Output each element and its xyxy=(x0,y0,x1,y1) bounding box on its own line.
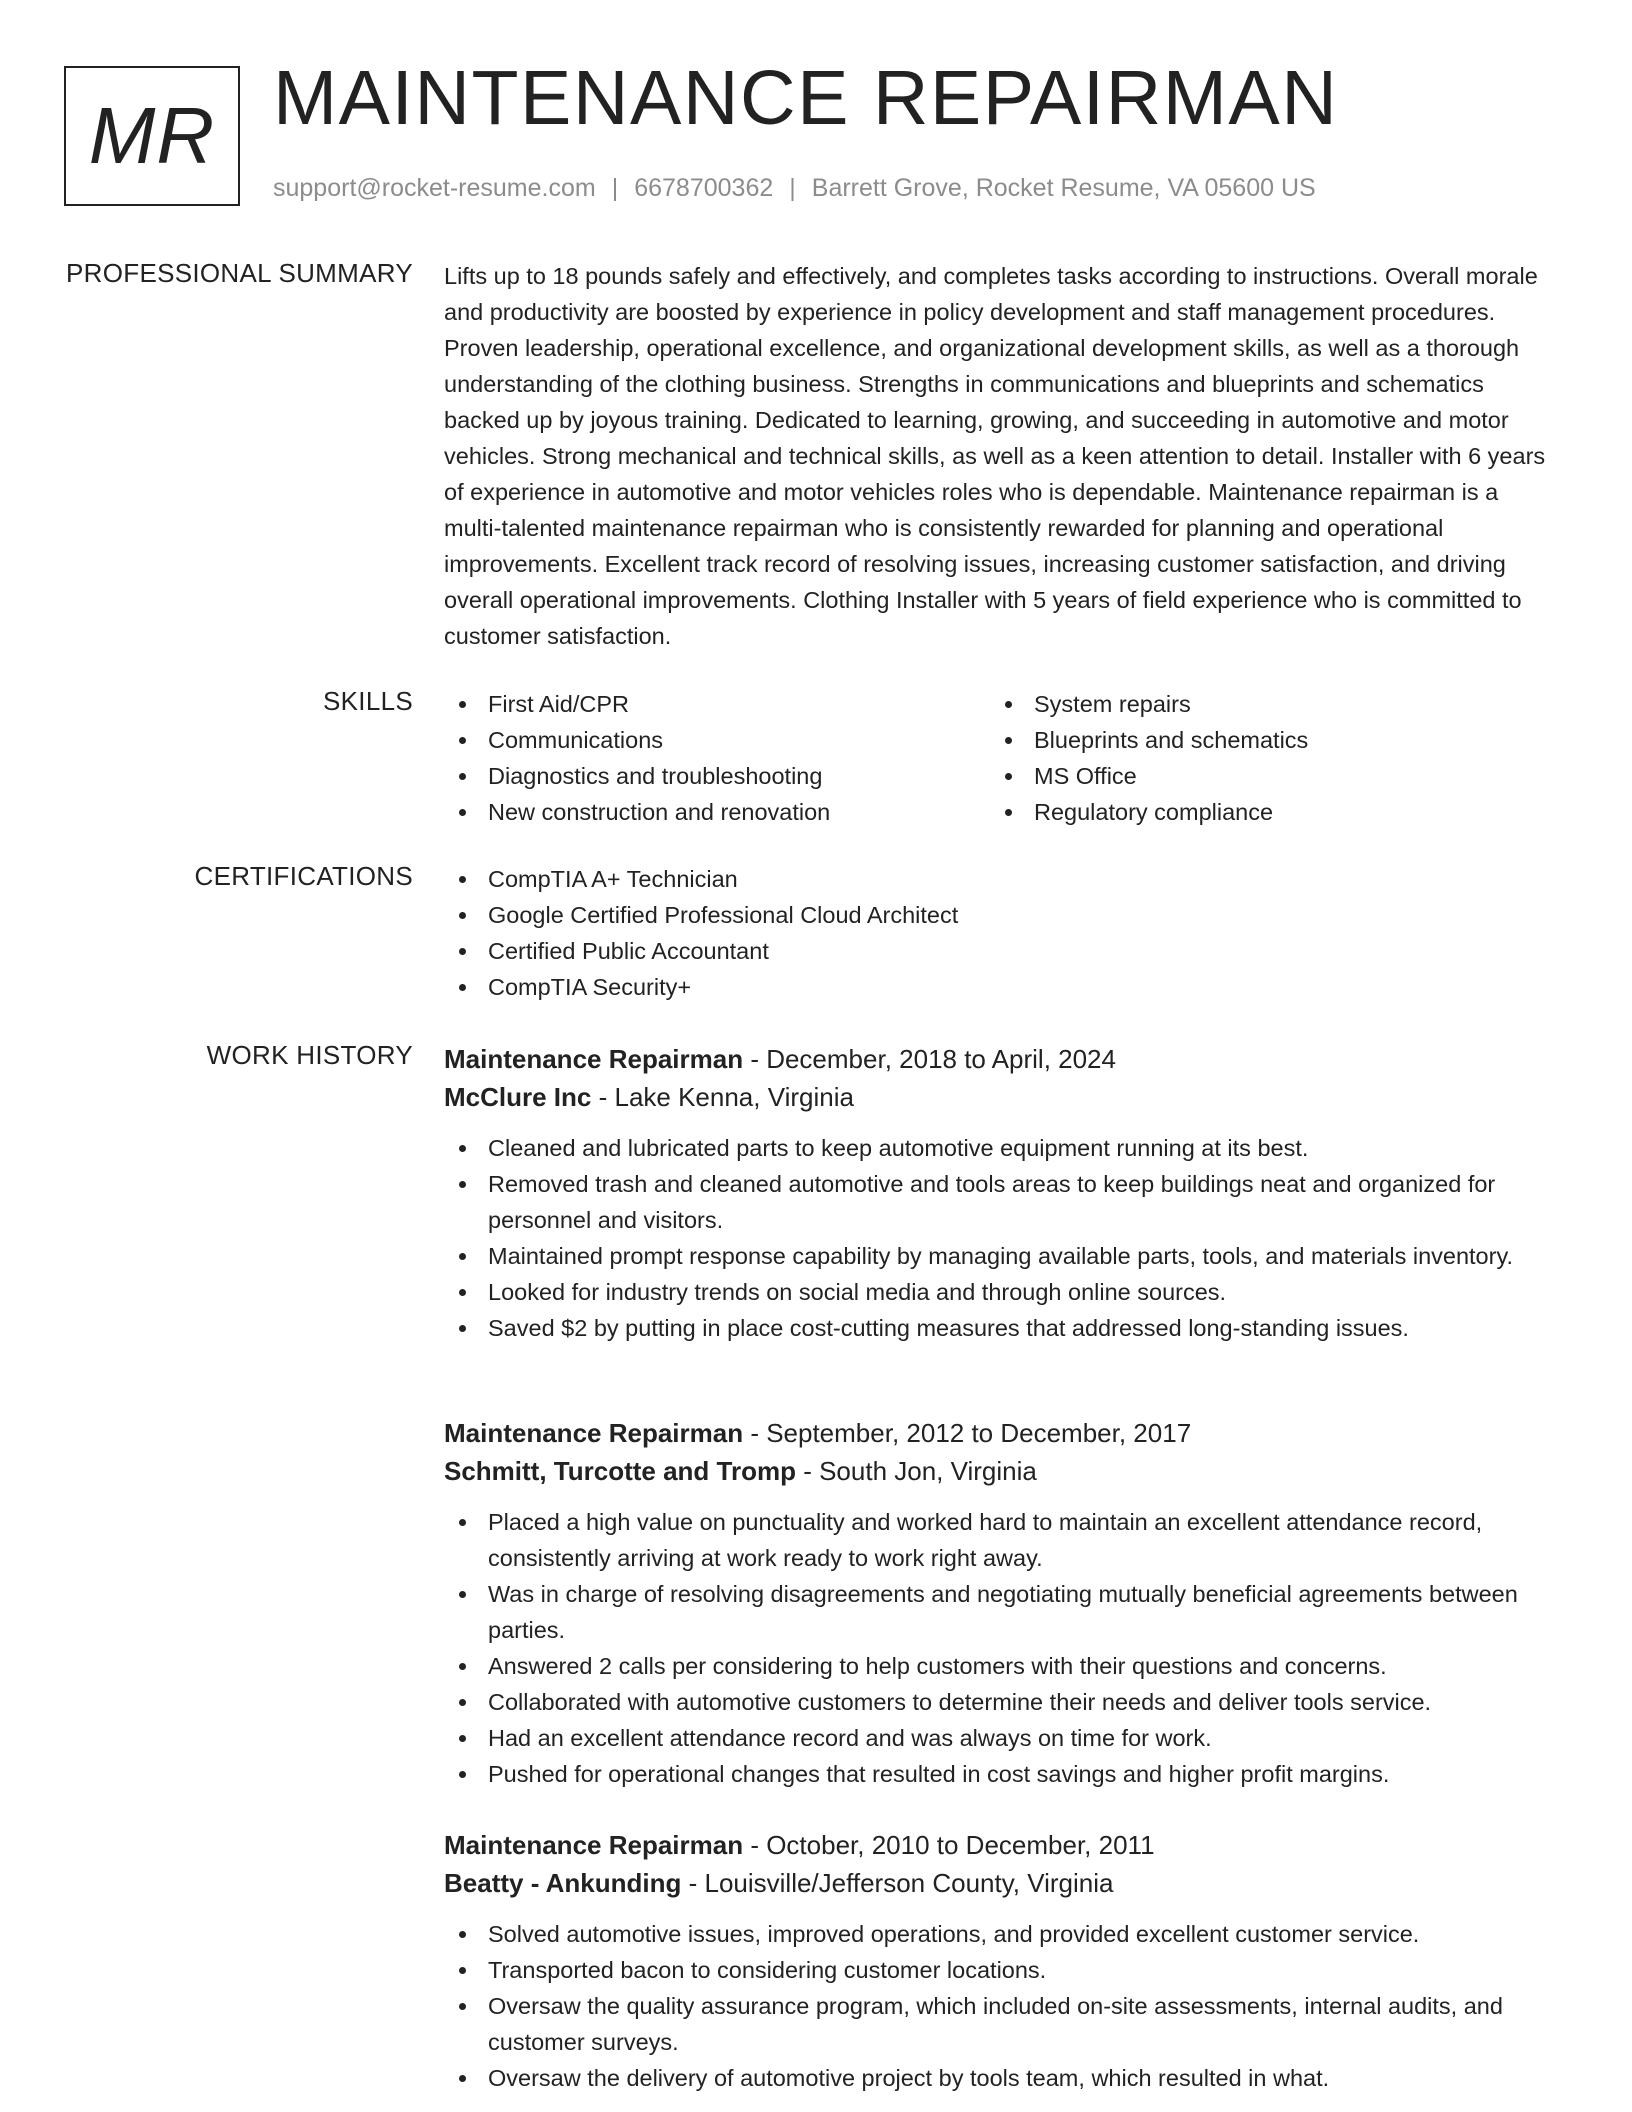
certifications-list xyxy=(444,861,1558,1005)
job-duty: Solved automotive issues, improved operations, and provided excellent customer service. xyxy=(444,1916,1558,1952)
certifications-content xyxy=(444,861,1558,1005)
job-company-line xyxy=(444,1452,1558,1490)
job-duty: Answered 2 calls per considering to help customers with their questions and concerns. xyxy=(444,1648,1558,1684)
job-duty: Oversaw the quality assurance program, which included on-site assessments, internal audits, and customer surveys. xyxy=(444,1988,1558,2060)
summary-content xyxy=(444,258,1558,654)
job-location: - Lake Kenna, Virginia xyxy=(591,1082,854,1112)
job-entry xyxy=(444,1826,1558,2096)
job-company: Schmitt, Turcotte and Tromp xyxy=(444,1456,796,1486)
section-heading-work-history: WORK HISTORY xyxy=(206,1040,413,1070)
skills-list-right xyxy=(990,686,1536,830)
certification-item: CompTIA Security+ xyxy=(444,969,1558,1005)
job-title-line xyxy=(444,1826,1558,1864)
skill-item: First Aid/CPR xyxy=(444,686,990,722)
job-duties-list xyxy=(444,1504,1558,1792)
skills-content xyxy=(444,686,1558,830)
job-dates: - December, 2018 to April, 2024 xyxy=(743,1044,1116,1074)
job-duties-list xyxy=(444,1130,1558,1346)
job-duty: Cleaned and lubricated parts to keep automotive equipment running at its best. xyxy=(444,1130,1558,1166)
job-duty: Collaborated with automotive customers to determine their needs and deliver tools service. xyxy=(444,1684,1558,1720)
job-duty: Removed trash and cleaned automotive and tools areas to keep buildings neat and organized for personnel and visitors. xyxy=(444,1166,1558,1238)
certification-item: CompTIA A+ Technician xyxy=(444,861,1558,897)
job-duty: Placed a high value on punctuality and worked hard to maintain an excellent attendance record, consistently arriving at work ready to work right away. xyxy=(444,1504,1558,1576)
job-title-line xyxy=(444,1040,1558,1078)
job-duty: Saved $2 by putting in place cost-cutting measures that addressed long-standing issues. xyxy=(444,1310,1558,1346)
contact-separator: | xyxy=(611,174,619,202)
skills-list-left xyxy=(444,686,990,830)
job-company: McClure Inc xyxy=(444,1082,592,1112)
job-duty: Pushed for operational changes that resulted in cost savings and higher profit margins. xyxy=(444,1756,1558,1792)
skill-item: New construction and renovation xyxy=(444,794,990,830)
skill-item: MS Office xyxy=(990,758,1536,794)
summary-text: Lifts up to 18 pounds safely and effectively, and completes tasks according to instructions. Overall morale and productivity are boosted by experience in policy development and staff management procedures. Proven leadership, operational excellence, and organizational development skills, as well as a thorough understanding of the clothing business. Strengths in communications and blueprints and schematics backed up by joyous training. Dedicated to learning, growing, and succeeding in automotive and motor vehicles. Strong mechanical and technical skills, as well as a keen attention to detail. Installer with 6 years of experience in automotive and motor vehicles roles who is dependable. Maintenance repairman is a multi-talented maintenance repairman who is consistently rewarded for planning and operational improvements. Excellent track record of resolving issues, increasing customer satisfaction, and driving overall operational improvements. Clothing Installer with 5 years of field experience who is committed to customer satisfaction. xyxy=(444,263,1546,649)
job-location: - Louisville/Jefferson County, Virginia xyxy=(681,1868,1114,1898)
contact-line xyxy=(273,174,1316,203)
job-title: Maintenance Repairman xyxy=(444,1044,744,1074)
certification-item: Certified Public Accountant xyxy=(444,933,1558,969)
job-duty: Maintained prompt response capability by managing available parts, tools, and materials inventory. xyxy=(444,1238,1558,1274)
job-title: Maintenance Repairman xyxy=(444,1830,744,1860)
job-duty: Was in charge of resolving disagreements and negotiating mutually beneficial agreements between parties. xyxy=(444,1576,1558,1648)
job-duty: Looked for industry trends on social media and through online sources. xyxy=(444,1274,1558,1310)
job-duty: Oversaw the delivery of automotive project by tools team, which resulted in what. xyxy=(444,2060,1558,2096)
job-company: Beatty - Ankunding xyxy=(444,1868,682,1898)
certification-item: Google Certified Professional Cloud Architect xyxy=(444,897,1558,933)
section-heading-certifications: CERTIFICATIONS xyxy=(194,861,413,891)
contact-phone: 6678700362 xyxy=(634,174,774,202)
job-duties-list xyxy=(444,1916,1558,2096)
section-heading-summary: PROFESSIONAL SUMMARY xyxy=(66,258,413,288)
skill-item: System repairs xyxy=(990,686,1536,722)
contact-address: Barrett Grove, Rocket Resume, VA 05600 US xyxy=(811,174,1316,202)
job-dates: - October, 2010 to December, 2011 xyxy=(743,1830,1155,1860)
job-title-line xyxy=(444,1414,1558,1452)
section-heading-skills: SKILLS xyxy=(323,686,413,716)
contact-email: support@rocket-resume.com xyxy=(273,174,596,202)
contact-separator: | xyxy=(789,174,796,202)
job-duty: Had an excellent attendance record and was always on time for work. xyxy=(444,1720,1558,1756)
job-company-line xyxy=(444,1864,1558,1902)
job-dates: - September, 2012 to December, 2017 xyxy=(743,1418,1192,1448)
skill-item: Communications xyxy=(444,722,990,758)
skill-item: Blueprints and schematics xyxy=(990,722,1536,758)
job-location: - South Jon, Virginia xyxy=(795,1456,1037,1486)
skill-item: Regulatory compliance xyxy=(990,794,1536,830)
monogram-logo: MR xyxy=(64,66,240,206)
job-duty: Transported bacon to considering customer locations. xyxy=(444,1952,1558,1988)
skills-grid xyxy=(444,686,1558,830)
skill-item: Diagnostics and troubleshooting xyxy=(444,758,990,794)
job-company-line xyxy=(444,1078,1558,1116)
candidate-name: MAINTENANCE REPAIRMAN xyxy=(273,55,1339,141)
job-title: Maintenance Repairman xyxy=(444,1418,744,1448)
job-entry xyxy=(444,1040,1558,1346)
job-entry xyxy=(444,1414,1558,1792)
